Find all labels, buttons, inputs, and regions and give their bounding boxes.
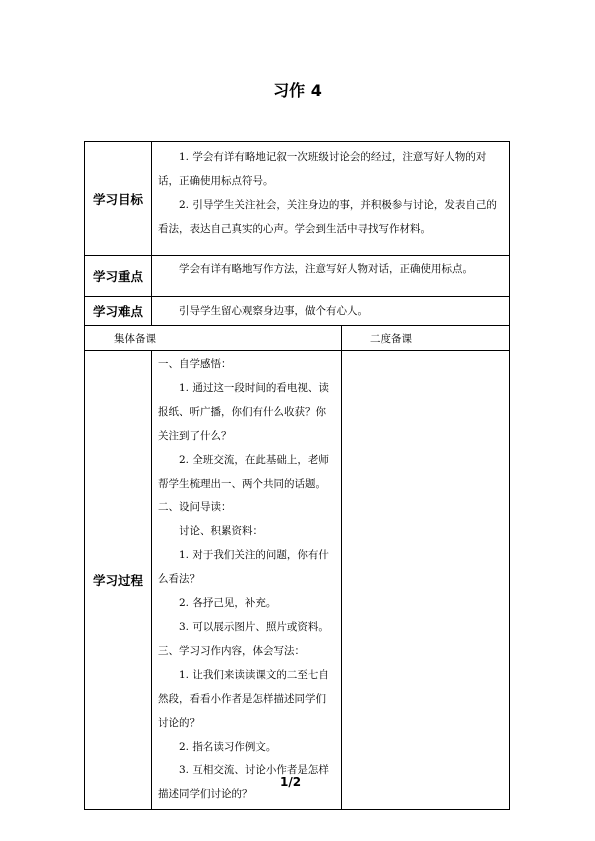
hard-label: 学习难点 <box>85 297 152 326</box>
process-line: 2. 指名读习作例文。 <box>179 740 277 753</box>
goal-content <box>152 142 510 256</box>
process-line: 3. 可以展示图片、照片或资料。 <box>179 620 329 633</box>
process-line: 二、设问导读： <box>158 501 232 514</box>
process-line: 2. 全班交流，在此基础上，老师帮学生梳理出一、两个共同的话题。 <box>158 453 329 490</box>
header-row <box>85 326 510 351</box>
lesson-table <box>84 141 510 810</box>
hard-row <box>85 297 510 326</box>
second-prep-cell <box>342 351 510 810</box>
page-number: 1/2 <box>280 775 302 789</box>
second-header: 二度备课 <box>342 326 510 351</box>
process-line: 3. 互相交流、讨论小作者是怎样描述同学们讨论的？ <box>158 764 329 801</box>
goal-row <box>85 142 510 256</box>
key-label: 学习重点 <box>85 256 152 297</box>
process-line: 1. 让我们来读读课文的二至七自然段，看看小作者是怎样描述同学们讨论的？ <box>158 668 329 729</box>
hard-content <box>152 297 510 326</box>
process-row <box>85 351 510 810</box>
goal-line: 1. 学会有详有略地记叙一次班级讨论会的经过，注意写好人物的对话，正确使用标点符号。 <box>158 151 487 187</box>
process-line: 讨论、积累资料： <box>179 525 263 538</box>
key-content <box>152 256 510 297</box>
goal-line: 2. 引导学生关注社会，关注身边的事，并积极参与讨论，发表自己的看法，表达自己真实的心声。学会到生活中寻找写作材料。 <box>158 199 497 235</box>
hard-text: 引导学生留心观察身边事，做个有心人。 <box>179 305 368 317</box>
process-line: 一、自学感悟： <box>158 358 232 370</box>
process-line: 1. 通过这一段时间的看电视、读报纸、听广播，你们有什么收获？你关注到了什么？ <box>158 381 329 442</box>
process-label: 学习过程 <box>85 351 152 810</box>
key-row <box>85 256 510 297</box>
collective-header: 集体备课 <box>85 326 342 351</box>
page-title: 习作 4 <box>273 81 322 100</box>
goal-label: 学习目标 <box>85 142 152 256</box>
process-content <box>152 351 342 810</box>
process-line: 三、学习习作内容，体会写法： <box>158 644 305 657</box>
key-text: 学会有详有略地写作方法，注意写好人物对话，正确使用标点。 <box>179 263 473 275</box>
process-line: 1. 对于我们关注的问题，你有什么看法？ <box>158 549 329 586</box>
process-line: 2. 各抒己见，补充。 <box>179 597 277 610</box>
